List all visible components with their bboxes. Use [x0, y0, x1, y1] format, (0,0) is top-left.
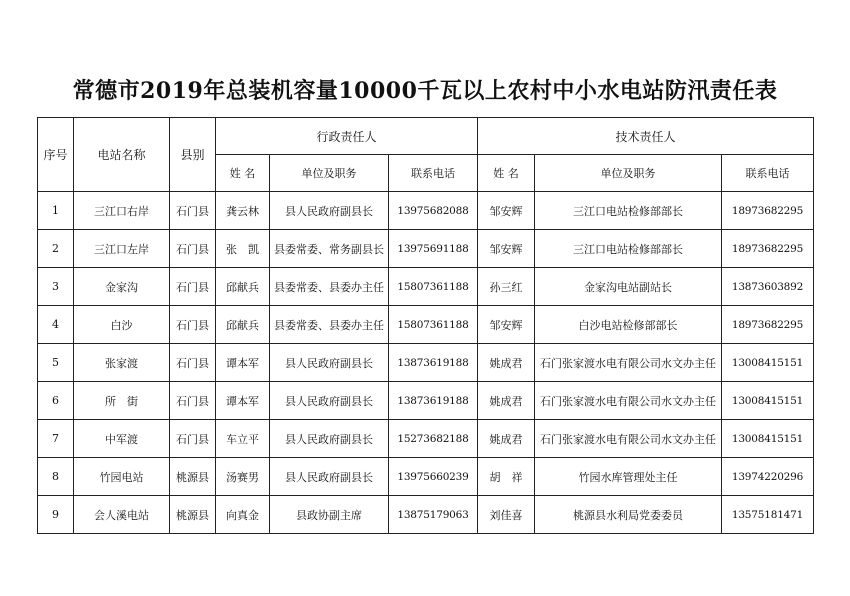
cell-tech-phone: 13008415151: [722, 344, 814, 382]
cell-tech-name: 姚成君: [478, 420, 535, 458]
table-row: [38, 192, 814, 230]
cell-index: 8: [38, 458, 74, 496]
cell-station: 金家沟: [74, 268, 170, 306]
cell-county: 石门县: [170, 420, 216, 458]
header-row-group: [38, 118, 814, 155]
cell-tech-phone: 18973682295: [722, 306, 814, 344]
cell-tech-name: 姚成君: [478, 382, 535, 420]
cell-admin-position: 县人民政府副县长: [270, 344, 389, 382]
cell-tech-position: 桃源县水利局党委委员: [535, 496, 722, 534]
table-row: [38, 496, 814, 534]
header-index: 序号: [38, 118, 74, 192]
cell-admin-phone: 15807361188: [389, 306, 478, 344]
cell-tech-phone: 13974220296: [722, 458, 814, 496]
cell-admin-name: 谭本军: [216, 344, 270, 382]
header-admin-name: 姓 名: [216, 155, 270, 192]
cell-tech-position: 石门张家渡水电有限公司水文办主任: [535, 382, 722, 420]
cell-county: 桃源县: [170, 458, 216, 496]
cell-county: 石门县: [170, 192, 216, 230]
cell-index: 4: [38, 306, 74, 344]
cell-admin-name: 张 凯: [216, 230, 270, 268]
table-row: [38, 306, 814, 344]
cell-county: 石门县: [170, 306, 216, 344]
table-row: [38, 382, 814, 420]
header-county: 县别: [170, 118, 216, 192]
header-admin-phone: 联系电话: [389, 155, 478, 192]
cell-admin-name: 车立平: [216, 420, 270, 458]
cell-admin-phone: 15273682188: [389, 420, 478, 458]
cell-admin-phone: 13975691188: [389, 230, 478, 268]
cell-admin-position: 县人民政府副县长: [270, 382, 389, 420]
cell-station: 三江口左岸: [74, 230, 170, 268]
cell-index: 6: [38, 382, 74, 420]
cell-tech-position: 石门张家渡水电有限公司水文办主任: [535, 420, 722, 458]
cell-admin-position: 县委常委、常务副县长: [270, 230, 389, 268]
cell-admin-phone: 13975660239: [389, 458, 478, 496]
header-tech-name: 姓 名: [478, 155, 535, 192]
cell-admin-name: 龚云林: [216, 192, 270, 230]
cell-tech-name: 姚成君: [478, 344, 535, 382]
cell-tech-phone: 13008415151: [722, 382, 814, 420]
cell-index: 1: [38, 192, 74, 230]
cell-admin-name: 邱献兵: [216, 268, 270, 306]
cell-tech-phone: 13575181471: [722, 496, 814, 534]
cell-admin-position: 县委常委、县委办主任: [270, 268, 389, 306]
cell-index: 5: [38, 344, 74, 382]
cell-county: 石门县: [170, 382, 216, 420]
cell-admin-position: 县人民政府副县长: [270, 192, 389, 230]
cell-county: 桃源县: [170, 496, 216, 534]
header-station: 电站名称: [74, 118, 170, 192]
cell-tech-position: 三江口电站检修部部长: [535, 192, 722, 230]
cell-tech-name: 邹安辉: [478, 192, 535, 230]
cell-admin-phone: 13875179063: [389, 496, 478, 534]
cell-admin-phone: 13873619188: [389, 344, 478, 382]
cell-tech-phone: 18973682295: [722, 192, 814, 230]
cell-county: 石门县: [170, 268, 216, 306]
cell-county: 石门县: [170, 230, 216, 268]
cell-admin-position: 县政协副主席: [270, 496, 389, 534]
cell-station: 会人溪电站: [74, 496, 170, 534]
table-row: [38, 344, 814, 382]
cell-tech-phone: 13873603892: [722, 268, 814, 306]
cell-index: 7: [38, 420, 74, 458]
cell-admin-position: 县人民政府副县长: [270, 420, 389, 458]
cell-tech-name: 邹安辉: [478, 230, 535, 268]
cell-tech-position: 石门张家渡水电有限公司水文办主任: [535, 344, 722, 382]
cell-tech-position: 三江口电站检修部部长: [535, 230, 722, 268]
cell-station: 张家渡: [74, 344, 170, 382]
cell-station: 所 街: [74, 382, 170, 420]
header-tech-position: 单位及职务: [535, 155, 722, 192]
cell-index: 3: [38, 268, 74, 306]
table-row: [38, 420, 814, 458]
header-tech-group: 技术责任人: [478, 118, 814, 155]
cell-station: 竹园电站: [74, 458, 170, 496]
cell-tech-position: 金家沟电站副站长: [535, 268, 722, 306]
table-row: [38, 268, 814, 306]
cell-tech-name: 刘佳喜: [478, 496, 535, 534]
cell-admin-phone: 13873619188: [389, 382, 478, 420]
cell-station: 中军渡: [74, 420, 170, 458]
cell-index: 2: [38, 230, 74, 268]
table-row: [38, 458, 814, 496]
cell-tech-name: 孙三红: [478, 268, 535, 306]
cell-admin-name: 邱献兵: [216, 306, 270, 344]
cell-tech-name: 胡 祥: [478, 458, 535, 496]
cell-admin-name: 谭本军: [216, 382, 270, 420]
table-row: [38, 230, 814, 268]
cell-admin-phone: 13975682088: [389, 192, 478, 230]
cell-county: 石门县: [170, 344, 216, 382]
header-tech-phone: 联系电话: [722, 155, 814, 192]
cell-station: 白沙: [74, 306, 170, 344]
cell-tech-phone: 18973682295: [722, 230, 814, 268]
header-admin-group: 行政责任人: [216, 118, 478, 155]
cell-tech-position: 白沙电站检修部部长: [535, 306, 722, 344]
cell-admin-phone: 15807361188: [389, 268, 478, 306]
cell-station: 三江口右岸: [74, 192, 170, 230]
responsibility-table: [37, 117, 814, 534]
page-title: 常德市2019年总装机容量10000千瓦以上农村中小水电站防汛责任表: [72, 78, 778, 104]
cell-index: 9: [38, 496, 74, 534]
cell-admin-name: 汤赛男: [216, 458, 270, 496]
cell-admin-position: 县人民政府副县长: [270, 458, 389, 496]
cell-admin-name: 向真金: [216, 496, 270, 534]
cell-tech-phone: 13008415151: [722, 420, 814, 458]
header-admin-position: 单位及职务: [270, 155, 389, 192]
cell-tech-position: 竹园水库管理处主任: [535, 458, 722, 496]
cell-tech-name: 邹安辉: [478, 306, 535, 344]
cell-admin-position: 县委常委、县委办主任: [270, 306, 389, 344]
